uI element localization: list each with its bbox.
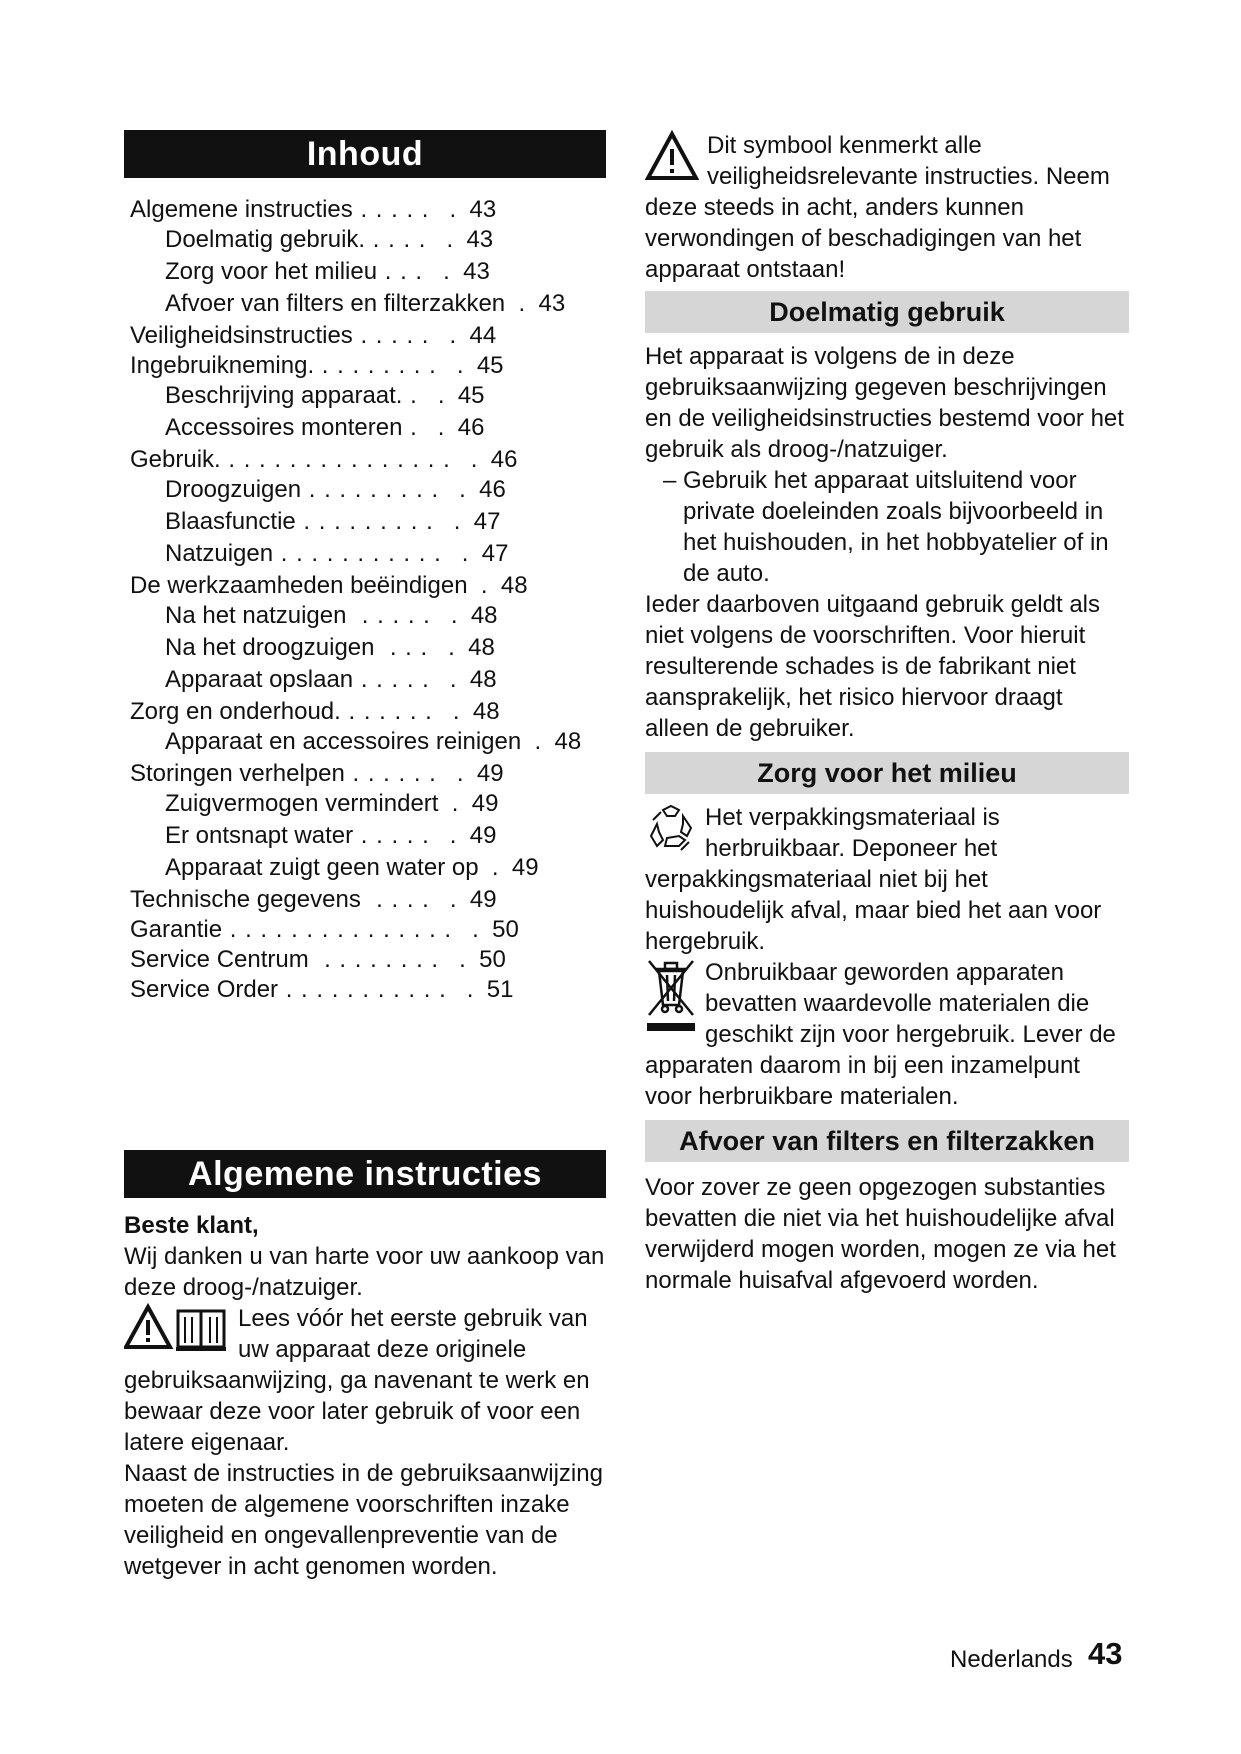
warning-book-icon [124, 1303, 230, 1358]
toc-entry-leader: . . . . . [346, 602, 431, 629]
toc-entry-page: . 44 [429, 322, 497, 349]
right-column [645, 130, 1129, 1296]
toc-entry-page: . 43 [505, 290, 566, 317]
page-number: 43 [1088, 1636, 1123, 1671]
toc-entry-leader: . . . [374, 634, 429, 661]
toc-entry-label: Accessoires monteren [165, 414, 403, 441]
section-title-zorg-voor-het-milieu: Zorg voor het milieu [645, 752, 1129, 794]
toc-entry-label: Apparaat opslaan [165, 666, 354, 693]
toc-entry-label: Apparaat en accessoires reinigen [165, 728, 522, 755]
read-manual-paragraph [124, 1303, 606, 1458]
toc-entry [130, 946, 506, 974]
recycling-text: Het verpakkingsmateriaal is herbruikbaar. Deponeer het verpakkingsmateriaal niet bij het huishoudelijk afval, maar bied het aan voor hergebruik. [645, 804, 1102, 955]
afvoer-body [645, 1172, 1129, 1296]
toc-entry [130, 572, 528, 600]
toc-entry-page: . 47 [441, 540, 509, 567]
table-of-contents [130, 196, 606, 1106]
toc-entry-page: . 48 [429, 666, 497, 693]
toc-entry-leader: . . . . . . . . . . . . . . . [220, 446, 451, 473]
toc-entry-page: . 51 [446, 976, 514, 1003]
doelmatig-list-item: – Gebruik het apparaat uitsluitend voor private doeleinden zoals bijvoorbeeld in het huishouden, in het hobbyatelier of in de auto. [663, 467, 1109, 587]
toc-entry-label: Na het droogzuigen [165, 634, 375, 661]
warning-icon [645, 130, 699, 187]
toc-entry [130, 196, 496, 224]
toc-entry-label: Zuigvermogen vermindert [165, 790, 439, 817]
toc-entry [165, 602, 498, 630]
toc-entry-page: . 47 [433, 508, 501, 535]
doelmatig-paragraph-2: Ieder daarboven uitgaand gebruik geldt als niet volgens de voorschriften. Voor hieruit resulterende schades is de fabrikant niet aansprakelijk, het risico hiervoor draagt alleen de gebruiker. [645, 591, 1100, 742]
toc-entry-page: . 50 [439, 946, 506, 973]
toc-entry [165, 382, 485, 410]
toc-entry-leader: . . . . . . . . . . . . . . . [222, 916, 453, 943]
toc-entry [165, 728, 581, 756]
toc-entry-leader: . . . . [360, 886, 430, 913]
section-title-algemene-instructies: Algemene instructies [124, 1150, 606, 1198]
doelmatig-paragraph-1: Het apparaat is volgens de in deze gebruiksaanwijzing gegeven beschrijvingen en de veiligheidsinstructies bestemd voor het gebruik als droog-/natzuiger. [645, 343, 1124, 463]
toc-entry-leader: . . . . . [353, 822, 430, 849]
regulations-paragraph: Naast de instructies in de gebruiksaanwijzing moeten de algemene voorschriften inzake veiligheid en ongevallenpreventie van de wetgever in acht genomen worden. [124, 1460, 603, 1580]
toc-entry-page: . 43 [429, 196, 497, 223]
toc-entry [130, 916, 519, 944]
toc-entry-label: Blaasfunctie [165, 508, 296, 535]
toc-entry-page: . 48 [428, 634, 495, 661]
toc-entry-label: Droogzuigen [165, 476, 302, 503]
toc-entry [165, 634, 495, 662]
left-column [124, 130, 606, 1582]
toc-entry [165, 258, 490, 286]
toc-entry [165, 508, 500, 536]
toc-entry-label: Doelmatig gebruik. [165, 226, 366, 253]
toc-entry-label: Er ontsnapt water [165, 822, 354, 849]
toc-entry-leader: . . . . . [352, 196, 430, 223]
intro-paragraph: Wij danken u van harte voor uw aankoop van deze droog-/natzuiger. [124, 1243, 605, 1301]
toc-entry-label: Veiligheidsinstructies [130, 322, 353, 349]
toc-entry-leader: . . . . . . . . [308, 946, 440, 973]
toc-entry-page: . 43 [426, 226, 494, 253]
algemene-instructies-body [124, 1210, 606, 1582]
toc-entry-page: . 48 [521, 728, 582, 755]
toc-entry [165, 414, 484, 442]
toc-entry-leader: . . . [377, 258, 424, 285]
greeting: Beste klant, [124, 1212, 259, 1239]
toc-entry [130, 322, 496, 350]
weee-text: Onbruikbaar geworden apparaten bevatten waardevolle materialen die geschikt zijn voor hergebruik. Lever de apparaten daarom in bij een inzamelpunt voor herbruikbare materialen. [645, 959, 1116, 1110]
section-title-afvoer-filters: Afvoer van filters en filterzakken [645, 1120, 1129, 1162]
toc-entry-label: Service Centrum [130, 946, 309, 973]
footer-language: Nederlands [950, 1646, 1073, 1673]
doelmatig-body [645, 341, 1129, 744]
warning-text: Dit symbool kenmerkt alle veiligheidsrelevante instructies. Neem deze steeds in acht, anders kunnen verwondingen of beschadigingen van het apparaat ontstaan! [645, 132, 1110, 283]
toc-entry [165, 854, 539, 882]
toc-entry-page: . 49 [429, 886, 497, 913]
toc-entry-page: . 49 [478, 854, 539, 881]
toc-title: Inhoud [124, 130, 606, 178]
toc-entry-label: Beschrijving apparaat. [165, 382, 403, 409]
toc-entry-label: Zorg voor het milieu [165, 258, 378, 285]
toc-entry [130, 886, 497, 914]
toc-entry-label: Apparaat zuigt geen water op [165, 854, 479, 881]
toc-entry [130, 760, 504, 788]
toc-entry [165, 540, 508, 568]
toc-entry-leader: . . . . [365, 226, 427, 253]
toc-entry-page: . 48 [432, 698, 500, 725]
toc-entry-leader: . [402, 382, 418, 409]
toc-entry-leader: . . . . . . [340, 698, 433, 725]
toc-entry-page: . 48 [430, 602, 498, 629]
toc-entry [130, 976, 513, 1004]
toc-entry-page: . 45 [436, 352, 504, 379]
toc-entry-leader: . . . . . . . . . . . [278, 976, 447, 1003]
toc-entry-label: Gebruik. [130, 446, 221, 473]
toc-entry-leader: . . . . . [352, 322, 430, 349]
toc-entry-leader: . . . . . . . . . . . [273, 540, 442, 567]
toc-entry-leader: . . . . . . . . . [295, 508, 434, 535]
recycle-icon [645, 802, 697, 859]
toc-entry-label: De werkzaamheden beëindigen [130, 572, 468, 599]
toc-entry [130, 352, 504, 380]
toc-entry-page: . 46 [439, 476, 506, 503]
toc-entry-leader: . . . . . . . . . [301, 476, 440, 503]
toc-entry-page: . 46 [417, 414, 485, 441]
toc-entry [130, 446, 517, 474]
toc-entry-leader: . . . . . . [344, 760, 437, 787]
milieu-body [645, 802, 1129, 1112]
toc-entry [165, 666, 497, 694]
toc-entry-label: Na het natzuigen [165, 602, 347, 629]
toc-entry-label: Technische gegevens [130, 886, 361, 913]
crossed-bin-icon [645, 957, 697, 1042]
toc-entry-label: Garantie [130, 916, 223, 943]
warning-paragraph [645, 130, 1129, 285]
toc-entry [165, 822, 497, 850]
recycling-paragraph [645, 802, 1129, 957]
toc-entry-page: . 49 [438, 790, 499, 817]
section-title-doelmatig-gebruik: Doelmatig gebruik [645, 291, 1129, 333]
toc-entry-page: . 43 [423, 258, 490, 285]
toc-entry-page: . 46 [450, 446, 518, 473]
toc-entry [130, 698, 500, 726]
toc-entry-label: Service Order [130, 976, 279, 1003]
toc-entry-leader: . . . . . [353, 666, 430, 693]
toc-entry-page: . 49 [436, 760, 504, 787]
toc-entry-page: . 49 [429, 822, 497, 849]
toc-entry [165, 226, 493, 254]
toc-entry-page: . 48 [467, 572, 528, 599]
toc-entry-page: . 50 [452, 916, 519, 943]
toc-entry-label: Algemene instructies [130, 196, 353, 223]
toc-entry-leader: . . . . . . . . [314, 352, 437, 379]
afvoer-paragraph: Voor zover ze geen opgezogen substanties bevatten die niet via het huishoudelijke afval verwijderd mogen worden, mogen ze via het normale huisafval afgevoerd worden. [645, 1174, 1116, 1294]
toc-entry [165, 290, 565, 318]
weee-paragraph [645, 957, 1129, 1112]
toc-entry-leader: . [402, 414, 418, 441]
toc-entry-label: Zorg en onderhoud. [130, 698, 341, 725]
read-manual-text: Lees vóór het eerste gebruik van uw apparaat deze originele gebruiksaanwijzing, ga navenant te werk en bewaar deze voor later gebruik of voor een latere eigenaar. [124, 1305, 590, 1456]
toc-entry [165, 476, 506, 504]
toc-entry-label: Natzuigen [165, 540, 274, 567]
toc-entry-label: Ingebruikneming. [130, 352, 315, 379]
toc-entry-page: . 45 [417, 382, 485, 409]
toc-entry-label: Storingen verhelpen [130, 760, 345, 787]
toc-entry-label: Afvoer van filters en filterzakken [165, 290, 506, 317]
toc-entry [165, 790, 499, 818]
